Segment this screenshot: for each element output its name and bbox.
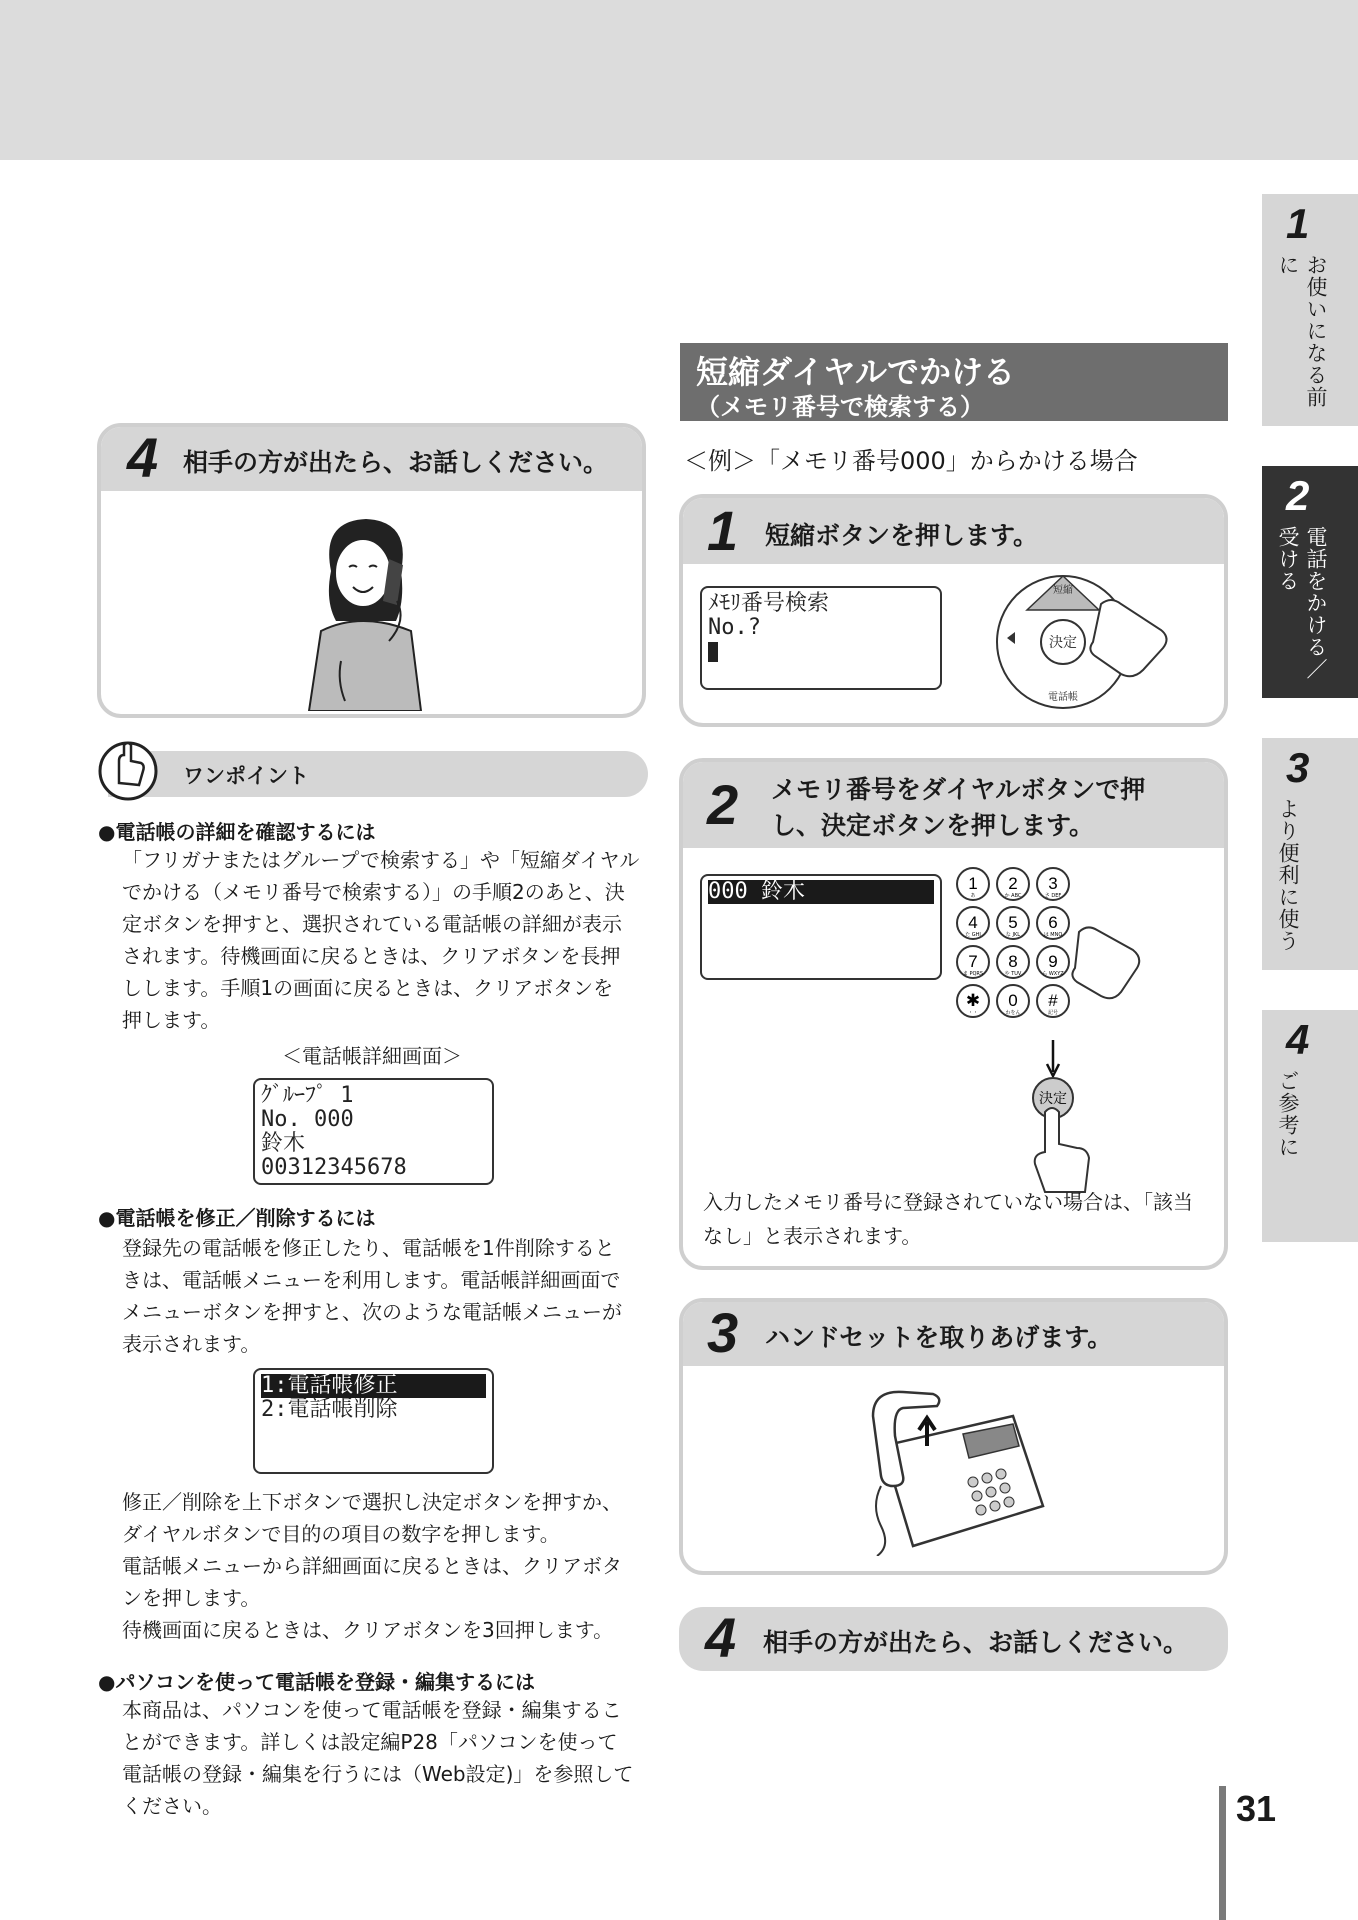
step-number: 1 <box>707 499 739 562</box>
text-line: ダイヤルボタンで目的の項目の数字を押します。 <box>122 1522 560 1546</box>
chapter-tab-1[interactable] <box>1262 194 1358 426</box>
chapter-tab-2[interactable] <box>1262 466 1358 698</box>
step-number: 2 <box>707 773 739 836</box>
dial-key-digit: 7 <box>968 952 978 971</box>
example-caption: ＜例＞「メモリ番号000」からかける場合 <box>684 447 1138 475</box>
lcd-line: No. 000 <box>261 1107 354 1132</box>
menu-item: 2:電話帳削除 <box>261 1397 398 1422</box>
dial-key-9 <box>1037 946 1069 978</box>
detail-screen-caption: ＜電話帳詳細画面＞ <box>282 1044 462 1068</box>
dial-key-digit: 8 <box>1008 952 1018 971</box>
dial-key-✱ <box>957 985 989 1017</box>
pointing-hand-icon <box>97 735 159 801</box>
text-line: メニューボタンを押すと、次のような電話帳メニューが <box>122 1300 622 1324</box>
dial-key-digit: # <box>1048 991 1058 1010</box>
step-number: 4 <box>705 1607 737 1669</box>
not-found-note-line: なし」と表示されます。 <box>703 1224 922 1248</box>
chapter-label: お使いになる前に <box>1276 254 1328 408</box>
dial-key-sub: わをん <box>1005 1010 1021 1016</box>
text-line: 電話帳メニューから詳細画面に戻るときは、クリアボタ <box>122 1554 622 1578</box>
text-line: されます。待機画面に戻るときは、クリアボタンを長押 <box>122 944 621 968</box>
woman-on-phone-illustration <box>301 511 431 711</box>
pc-heading: ●パソコンを使って電話帳を登録・編集するには <box>98 1670 536 1694</box>
dial-key-digit: 1 <box>968 874 978 893</box>
text-line: 本商品は、パソコンを使って電話帳を登録・編集するこ <box>122 1698 622 1722</box>
chapter-number: 4 <box>1286 1016 1310 1063</box>
nav-label-bottom: 電話帳 <box>1048 692 1078 703</box>
lcd-line-selected: 000 鈴木 <box>708 880 934 904</box>
dial-key-3 <box>1037 868 1069 900</box>
dial-key-digit: 5 <box>1008 913 1018 932</box>
lcd-line: 鈴木 <box>261 1131 306 1156</box>
modify-heading: ●電話帳を修正／削除するには <box>98 1206 376 1230</box>
chapter-label: ご参考に <box>1276 1070 1300 1158</box>
text-line: 登録先の電話帳を修正したり、電話帳を1件削除すると <box>122 1236 615 1260</box>
step-4-box <box>679 1607 1228 1671</box>
nav-label-center: 決定 <box>1049 635 1077 651</box>
step-number: 3 <box>707 1301 739 1364</box>
section-title-block <box>680 343 1228 421</box>
text-line: 電話帳の登録・編集を行うには（Web設定)」を参照して <box>122 1762 634 1786</box>
text-line: ンを押します。 <box>122 1586 261 1610</box>
step-title: 相手の方が出たら、お話しください。 <box>183 448 609 477</box>
dial-key-sub: さ DEF <box>1044 893 1062 899</box>
text-line: でかける（メモリ番号で検索する）」の手順2のあと、決 <box>122 880 625 904</box>
down-arrow-icon <box>1047 1040 1059 1076</box>
chapter-label: 電話をかける／受ける <box>1276 526 1328 680</box>
text-line: 定ボタンを押すと、選択されている電話帳の詳細が表示 <box>122 912 622 936</box>
dial-key-# <box>1037 985 1069 1017</box>
dial-key-0 <box>997 985 1029 1017</box>
step-title-line: メモリ番号をダイヤルボタンで押 <box>771 775 1146 804</box>
dial-key-7 <box>957 946 989 978</box>
step2-lcd-display <box>700 874 942 980</box>
menu-item-selected: 1:電話帳修正 <box>261 1374 486 1398</box>
dial-key-sub: や TUV <box>1004 971 1022 977</box>
pressing-finger-icon <box>1035 1108 1089 1192</box>
detail-heading: ●電話帳の詳細を確認するには <box>98 820 376 844</box>
chapter-number: 2 <box>1286 472 1310 519</box>
dial-key-digit: 3 <box>1048 874 1058 893</box>
dial-key-sub: 記号 <box>1047 1010 1059 1016</box>
onepoint-label: ワンポイント <box>183 764 309 788</box>
dial-key-sub: た GHI <box>965 932 981 938</box>
dial-key-sub: か ABC <box>1004 893 1022 899</box>
dial-key-2 <box>997 868 1029 900</box>
text-line: 「フリガナまたはグループで検索する」や「短縮ダイヤル <box>122 848 640 872</box>
nav-label-top: 短縮 <box>1053 585 1073 596</box>
step-title: ハンドセットを取りあげます。 <box>765 1323 1113 1352</box>
step-title: 短縮ボタンを押します。 <box>765 521 1039 550</box>
text-line: ください。 <box>122 1794 222 1818</box>
dial-key-sub: あ <box>970 893 976 899</box>
step-1-box <box>679 494 1228 727</box>
step-number: 4 <box>127 426 159 489</box>
section-subtitle: （メモリ番号で検索する） <box>696 393 984 421</box>
text-line: 表示されます。 <box>122 1332 261 1356</box>
text-line: 待機画面に戻るときは、クリアボタンを3回押します。 <box>122 1618 614 1642</box>
page-number-bar <box>1219 1786 1226 1920</box>
chapter-tab-3[interactable] <box>1262 738 1358 970</box>
step-title-line: し、決定ボタンを押します。 <box>771 811 1095 840</box>
left-step-4-box <box>97 423 646 718</box>
dial-key-5 <box>997 907 1029 939</box>
dial-key-digit: ✱ <box>965 991 981 1010</box>
dial-key-sub: ・・ <box>967 1010 979 1016</box>
dial-key-sub: は MNO <box>1043 932 1063 938</box>
confirm-button-label: 決定 <box>1039 1091 1067 1107</box>
phonebook-menu-display <box>253 1368 494 1474</box>
text-line: とができます。詳しくは設定編P28「パソコンを使って <box>122 1730 618 1754</box>
text-line: 押します。 <box>122 1008 221 1032</box>
lcd-line: ﾒﾓﾘ番号検索 <box>708 591 830 616</box>
step-2-box <box>679 758 1228 1270</box>
dial-key-digit: 6 <box>1048 913 1058 932</box>
text-line: きは、電話帳メニューを利用します。電話帳詳細画面で <box>122 1268 621 1292</box>
lcd-line: 00312345678 <box>261 1155 407 1180</box>
pointing-hand-icon <box>1072 927 1139 998</box>
step-3-box <box>679 1298 1228 1575</box>
chapter-label: より便利に使う <box>1276 798 1300 952</box>
text-line: しします。手順1の画面に戻るときは、クリアボタンを <box>122 976 614 1000</box>
dial-key-1 <box>957 868 989 900</box>
chapter-number: 3 <box>1286 744 1310 791</box>
section-title: 短縮ダイヤルでかける <box>696 353 1016 391</box>
dial-key-sub: ま PQRS <box>962 971 984 977</box>
detail-screen-display <box>253 1078 494 1185</box>
not-found-note-line: 入力したメモリ番号に登録されていない場合は、「該当 <box>703 1190 1193 1214</box>
chapter-number: 1 <box>1286 200 1310 247</box>
dial-key-digit: 9 <box>1048 952 1058 971</box>
dial-key-digit: 4 <box>968 913 978 932</box>
lcd-cursor <box>708 642 718 662</box>
dial-keypad-illustration <box>953 862 1223 1242</box>
desk-phone-illustration <box>863 1386 1053 1556</box>
dial-key-6 <box>1037 907 1069 939</box>
header-band <box>0 0 1358 160</box>
dial-key-sub: な JKL <box>1005 932 1021 938</box>
dial-key-4 <box>957 907 989 939</box>
dial-key-sub: ら WXYZ <box>1042 971 1064 977</box>
lcd-line: ｸﾞﾙｰﾌﾟ 1 <box>261 1083 354 1108</box>
step-title: 相手の方が出たら、お話しください。 <box>763 1628 1189 1657</box>
dial-key-digit: 0 <box>1008 991 1018 1010</box>
lcd-line: No.? <box>708 615 761 640</box>
chapter-tab-4[interactable] <box>1262 1010 1358 1242</box>
page-number: 31 <box>1236 1788 1277 1829</box>
text-line: 修正／削除を上下ボタンで選択し決定ボタンを押すか、 <box>122 1490 622 1514</box>
dial-key-8 <box>997 946 1029 978</box>
navigation-pad-illustration <box>983 572 1213 712</box>
step1-lcd-display <box>700 586 942 690</box>
dial-key-digit: 2 <box>1008 874 1018 893</box>
